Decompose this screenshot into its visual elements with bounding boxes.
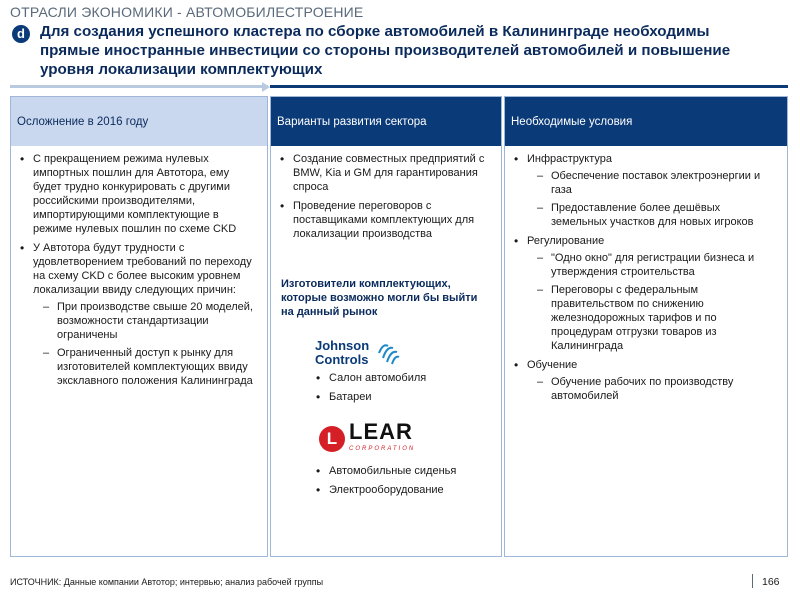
jc-line1: Johnson (315, 338, 370, 353)
page-number: 166 (762, 576, 780, 588)
sub-list-item: – При производстве свыше 20 моделей, возможности стандартизации ограничены (33, 300, 259, 342)
list-item: • Батареи (315, 390, 493, 404)
column-requirements (504, 96, 788, 557)
section-badge: d (12, 25, 30, 43)
column-complication (10, 96, 268, 557)
johnson-controls-wordmark (315, 339, 369, 367)
johnson-controls-logo (315, 339, 493, 367)
lear-wordmark: LEAR (349, 419, 413, 444)
sub-list-item: – Обучение рабочих по производству автомобилей (527, 375, 779, 403)
list-item: • Создание совместных предприятий с BMW, Kia и GM для гарантирования спроса (279, 152, 493, 194)
list-item (19, 152, 259, 236)
list-item (19, 241, 259, 388)
lear-mark-icon: L (319, 426, 345, 452)
column-header: Необходимые условия (505, 97, 787, 146)
footer-divider (752, 574, 753, 588)
column-options (270, 96, 502, 557)
column-body (271, 146, 501, 506)
list-item: • Проведение переговоров с поставщиками комплектующих для локализации производства (279, 199, 493, 241)
list-item: • Салон автомобиля (315, 371, 493, 385)
lear-corporation-text: CORPORATION (349, 446, 416, 452)
lear-logo (319, 419, 493, 456)
sub-list-item: – "Одно окно" для регистрации бизнеса и утверждения строительства (527, 251, 779, 279)
list-item (513, 152, 779, 229)
section-label: ОТРАСЛИ ЭКОНОМИКИ - АВТОМОБИЛЕСТРОЕНИЕ (10, 4, 364, 20)
divider-arrow-icon (262, 82, 270, 92)
sub-list-item: – Предоставление более дешёвых земельных участков для новых игроков (527, 201, 779, 229)
list-item-text: Инфраструктура (527, 153, 613, 165)
list-item-text: С прекращением режима нулевых импортных пошлин для Автотора, ему будет трудно конкурировать с другими российскими производителями, импортирующими комплектующие в режиме нулевых пошлин по схеме CKD (33, 153, 237, 235)
divider-rule-left (10, 85, 268, 88)
list-item-text: У Автотора будут трудности с удовлетворением требований по переходу на схему CKD с более высоким уровнем локализации ввиду следующих причин: (33, 242, 252, 296)
sub-list-item: – Ограниченный доступ к рынку для изготовителей комплектующих ввиду эксклавного положения Калининграда (33, 346, 259, 388)
sub-list-item: – Обеспечение поставок электроэнергии и газа (527, 169, 779, 197)
jc-line2: Controls (315, 352, 369, 367)
column-body (11, 146, 267, 397)
list-item-text: Регулирование (527, 235, 605, 247)
page-title: Для создания успешного кластера по сборке автомобилей в Калининграде необходимы прямые иностранные инвестиции со стороны производителей автомобилей и повышение уровня локализации комплектующих (40, 23, 731, 78)
divider-rule-right (270, 85, 788, 88)
sub-list-item: – Переговоры с федеральным правительством по снижению железнодорожных тарифов и по процедурам отгрузки товаров из Калининграда (527, 283, 779, 353)
list-item-text: Обучение (527, 359, 578, 371)
list-item (513, 234, 779, 353)
johnson-controls-swirl-icon (375, 340, 401, 366)
list-item: • Автомобильные сиденья (315, 464, 493, 478)
column-header: Варианты развития сектора (271, 97, 501, 146)
list-item: • Электрооборудование (315, 483, 493, 497)
suppliers-subheading: Изготовители комплектующих, которые возможно могли бы выйти на данный рынок (281, 278, 478, 318)
list-item (513, 358, 779, 403)
column-body (505, 146, 787, 412)
source-note: ИСТОЧНИК: Данные компании Автотор; интервью; анализ рабочей группы (10, 577, 324, 587)
column-header: Осложнение в 2016 году (11, 97, 267, 146)
